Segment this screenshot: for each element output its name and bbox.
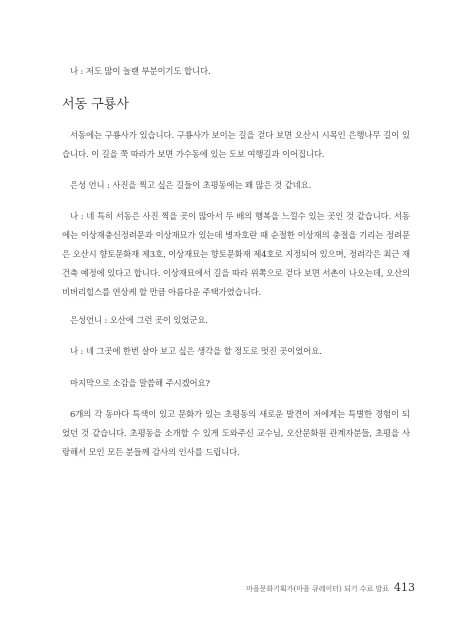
dialogue-paragraph: 은성언니 : 오산에 그런 곳이 있었군요. (70, 315, 208, 325)
dialogue-paragraph: 나 : 네 그곳에 한번 살아 보고 싶은 생각을 할 정도로 멋진 곳이었어요. (70, 346, 322, 356)
section-title: 서동 구룡사 (62, 97, 129, 112)
dialogue-paragraph: 나 : 네 특히 서동은 사진 찍을 곳이 많아서 두 배의 행복을 느낄수 있는 곳인 것 같습니다. 서동에는 이상재충신정려문과 이상재묘가 있는데 병자호란 때 순절한 이상재의 충절을 기리는 정려문은 오산시 향토문화재 제3호, 이상재묘는 향토문화재 제4호로 지정되어 있으며, 정려각은 최근 재건축 예정에 있다고 합니다. 이상재묘에서 길을 따라 위쪽으로 걷다 보면 서촌이 나오는데, 오산의 비버리힐스를 연상케 할 만큼 아름다운 주택가였습니다. (62, 211, 410, 297)
dialogue-paragraph: 은성 언니 : 사진을 찍고 싶은 길들이 초평동에는 꽤 많은 것 같네요. (70, 180, 312, 190)
question-paragraph: 마지막으로 소감을 말씀해 주시겠어요? (70, 378, 210, 388)
body-paragraph: 6개의 각 동마다 특색이 있고 문화가 있는 초평동의 새로운 발견이 저에게는 특별한 경험이 되었던 것 같습니다. 초평동을 소개할 수 있게 도와주신 교수님, 오산문화원 관계자분들, 초평을 사랑해서 모인 모든 분들께 감사의 인사를 드립니다. (62, 409, 410, 457)
running-title: 마을문화기획가(마을 큐레이터) 되기 수료 발표 (246, 585, 389, 593)
dialogue-paragraph: 나 : 저도 많이 놀랜 부분이기도 합니다. (70, 66, 211, 76)
body-paragraph: 서동에는 구룡사가 있습니다. 구룡사가 보이는 길을 걷다 보면 오산시 시목인 은행나무 길이 있습니다. 이 길을 쭉 따라가 보면 가수동에 있는 도보 여행길과 이어집니다. (62, 130, 410, 159)
page-number: 413 (394, 581, 415, 594)
page-footer (246, 581, 415, 594)
